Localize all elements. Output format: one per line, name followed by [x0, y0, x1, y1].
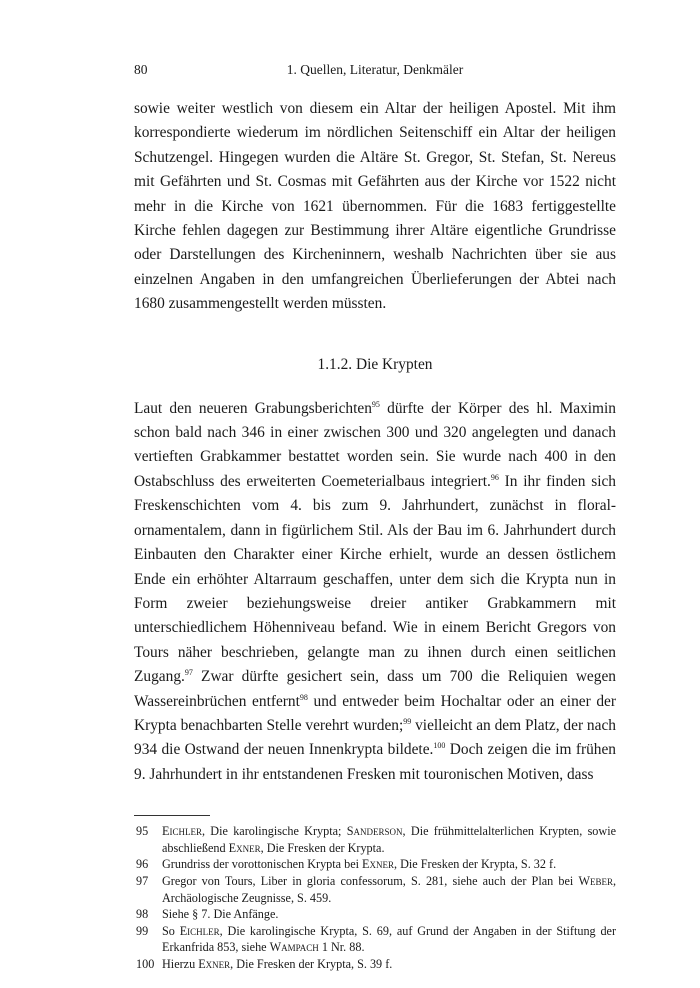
- page-header: [134, 62, 616, 82]
- footnote-text: [162, 823, 616, 856]
- footnote-97: [134, 873, 616, 906]
- author-name: Weber: [578, 873, 613, 888]
- text-run: In ihr finden sich Freskenschichten vom 4. bis zum 9. Jahrhundert, zunächst in floral-ornamentalem, dann in figürlichem Stil. Als der Bau im 6. Jahrhundert durch Einbauten den Charakter einer Kirche erhielt, wurde an dessen östlichem Ende ein erhöhter Altarraum geschaffen, unter dem sich die Krypta nun in Form zweier beziehungsweise dreier antiker Grabkammern mit unterschiedlichem Höhenniveau befand. Wie in einem Bericht Gregors von Tours näher beschrieben, gelangte man zu ihnen durch einen seitlichen Zugang.: [134, 472, 616, 686]
- body-text: [134, 97, 616, 787]
- footnote-number: 100: [136, 956, 155, 971]
- text-run: Laut den neueren Grabungsberichten: [134, 399, 372, 417]
- running-head: 1. Quellen, Literatur, Denkmäler: [286, 62, 464, 77]
- text-run: , Die Fresken der Krypta.: [260, 840, 385, 855]
- text-run: Doch zeigen die im frühen 9. Jahrhundert in ihr entstandenen Fresken mit touronischen Motiven, dass: [134, 741, 617, 783]
- text-run: Grundriss der vorottonischen Krypta bei: [162, 857, 363, 872]
- section-heading: 1.1.2. Die Krypten: [317, 355, 433, 373]
- text-run: dürfte der Körper des hl. Maximin schon bald nach 346 in einer zwischen 300 und 320 angelegten und danach vertieften Grabkammer bestattet worden sein. Sie wurde nach 400 in den Ostabschluss des erweiterten Coemeterialbaus integriert.: [134, 399, 616, 490]
- footnote-99: [134, 923, 616, 956]
- footnote-text: [162, 873, 616, 906]
- footnote-number: 98: [136, 907, 149, 922]
- text-run: 1 Nr. 88.: [318, 940, 365, 955]
- footnote-ref-99[interactable]: 99: [403, 716, 412, 726]
- footnote-text: [162, 923, 616, 956]
- paragraph-1: sowie weiter westlich von diesem ein Altar der heiligen Apostel. Mit ihm korrespondierte wiederum im nördlichen Seitenschiff ein Altar der heiligen Schutzengel. Hingegen wurden die Altäre St. Gregor, St. Stefan, St. Nereus mit Gefährten und St. Cosmas mit Gefährten aus der Kirche vor 1522 nicht mehr in die Kirche von 1621 übernommen. Für die 1683 fertiggestellte Kirche fehlen dagegen zur Bestimmung ihrer Altäre eigentliche Grundrisse oder Darstellungen des Kircheninnern, weshalb Nachrichten über sie aus einzelnen Angaben in den umfangreichen Überlieferungen der Abtei nach 1680 zusammengestellt werden müssten.: [134, 100, 616, 313]
- text-run: , Die karolingische Krypta;: [201, 824, 347, 839]
- footnote-number: 95: [136, 824, 149, 839]
- footnotes: [134, 823, 616, 972]
- text-run: , Die karolingische Krypta, S. 69, auf Grund der Angaben in der Stiftung der Erkanfrida 853, siehe: [162, 923, 617, 955]
- page-number: 80: [134, 62, 148, 77]
- footnote-divider: [134, 815, 210, 816]
- footnote-text: [162, 956, 616, 973]
- footnote-95: [134, 823, 616, 856]
- text-run: vielleicht an dem Platz, der nach 934 die Ostwand der neuen Innenkrypta bildete.: [134, 716, 616, 759]
- text-run: und entweder beim Hochaltar oder an einer der Krypta benachbarten Stelle verehrt wurden;: [134, 692, 616, 734]
- book-page: [134, 62, 616, 973]
- footnote-96: [134, 856, 616, 873]
- author-name: Eichler: [179, 923, 220, 938]
- footnote-ref-98[interactable]: 98: [299, 692, 308, 702]
- author-name: Sanderson: [346, 824, 403, 839]
- footnote-number: 96: [136, 857, 149, 872]
- text-run: Zwar dürfte gesichert sein, dass um 700 die Reliquien wegen Wassereinbrüchen entfernt: [134, 668, 616, 710]
- footnote-number: 97: [136, 873, 149, 888]
- text-run: , Archäologische Zeugnisse, S. 459.: [162, 873, 616, 905]
- footnote-ref-97[interactable]: 97: [184, 668, 193, 678]
- footnote-ref-96[interactable]: 96: [490, 472, 499, 482]
- paragraph-2: [134, 397, 616, 788]
- footnote-98: [134, 906, 616, 923]
- footnote-text: [162, 856, 616, 873]
- text-run: So: [162, 923, 180, 938]
- text-run: , Die Fresken der Krypta, S. 39 f.: [230, 956, 393, 971]
- footnote-100: [134, 956, 616, 973]
- footnote-ref-95[interactable]: 95: [371, 399, 380, 409]
- author-name: Exner: [198, 956, 231, 971]
- author-name: Eichler: [162, 824, 202, 839]
- text-run: , Die Fresken der Krypta, S. 32 f.: [394, 857, 557, 872]
- footnote-number: 99: [136, 923, 149, 938]
- author-name: Exner: [228, 840, 261, 855]
- footnote-ref-100[interactable]: 100: [433, 741, 446, 751]
- author-name: Exner: [362, 857, 394, 872]
- text-run: Gregor von Tours, Liber in gloria confessorum, S. 281, siehe auch der Plan bei: [162, 873, 579, 888]
- text-run: Hierzu: [162, 956, 199, 971]
- text-run: , Die frühmittelalterlichen Krypten, sowie abschließend: [162, 824, 617, 855]
- footnote-text: Siehe § 7. Die Anfänge.: [162, 907, 279, 922]
- author-name: Wampach: [269, 940, 319, 955]
